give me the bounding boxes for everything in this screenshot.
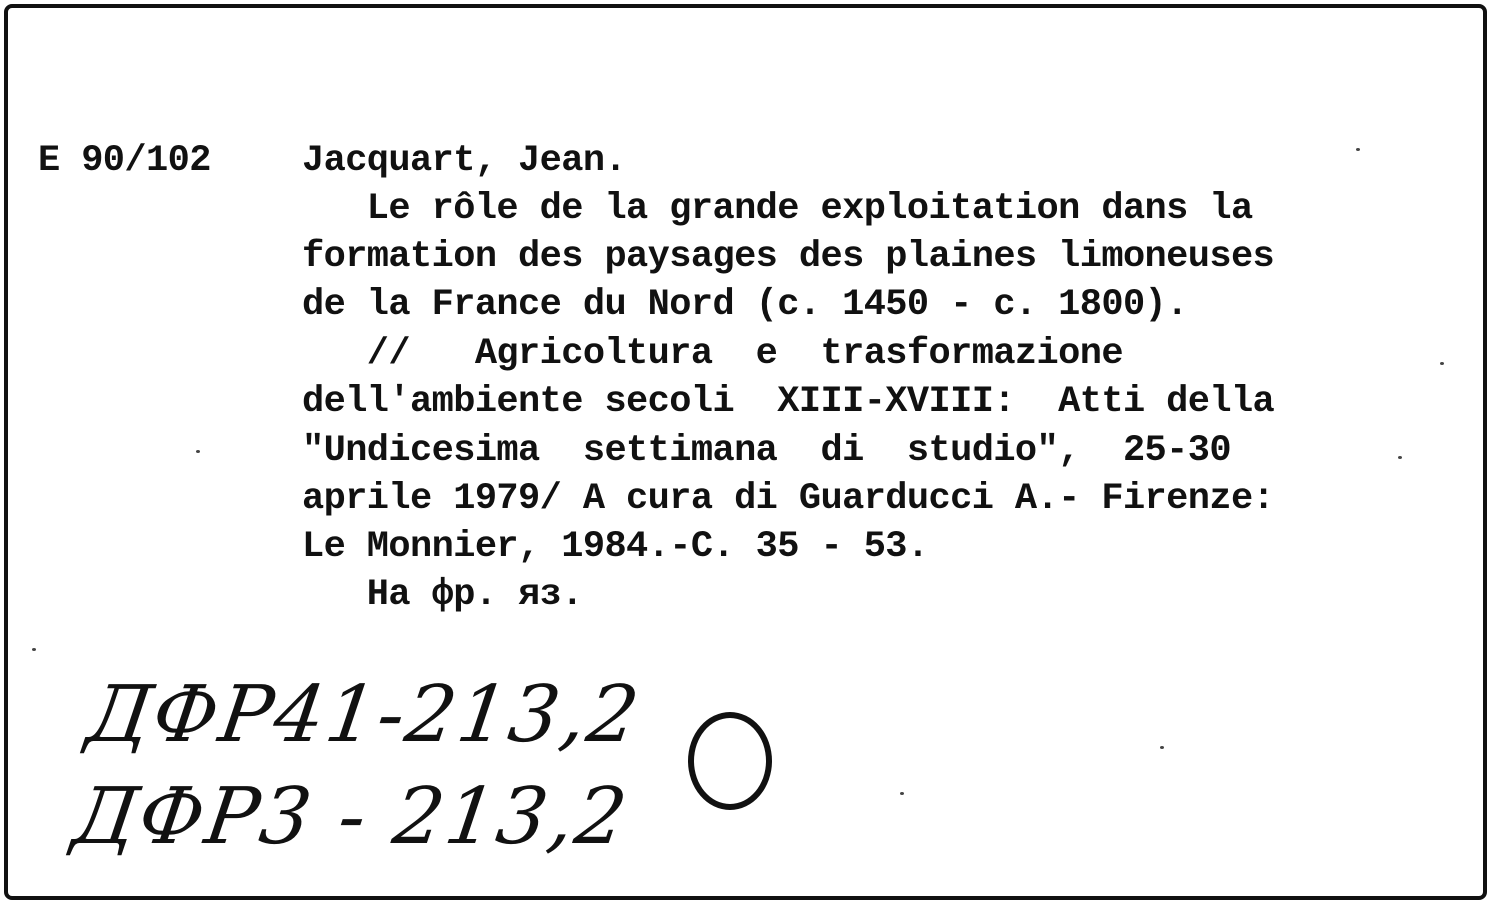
scan-speck	[1160, 746, 1164, 749]
card-line-pages: Le Monnier, 1984.-C. 35 - 53.	[302, 526, 929, 568]
card-line-title-3: de la France du Nord (c. 1450 - c. 1800).	[302, 284, 1188, 326]
shelfmark: E 90/102	[38, 140, 211, 182]
scan-speck	[1356, 148, 1360, 151]
handwritten-code-2: ДФР3 - 213,2	[67, 772, 634, 862]
card-line-title-1: Le rôle de la grande exploitation dans la	[302, 188, 1253, 230]
card-line-publication: aprile 1979/ A cura di Guarducci A.- Firenze:	[302, 478, 1275, 520]
card-line-source-3: "Undicesima settimana di studio", 25-30	[302, 430, 1231, 472]
scan-speck	[900, 792, 904, 795]
scan-speck	[1440, 362, 1444, 365]
scan-speck	[32, 648, 36, 651]
card-line-source-2: dell'ambiente secoli XIII-XVIII: Atti della	[302, 381, 1275, 423]
card-line-title-2: formation des paysages des plaines limoneuses	[302, 236, 1275, 278]
handwritten-code-1: ДФР41-213,2	[81, 670, 646, 760]
scan-speck	[1398, 456, 1402, 459]
card-line-language-note: На фр. яз.	[302, 574, 583, 616]
card-line-author: Jacquart, Jean.	[302, 140, 627, 182]
card-line-source-1: // Agricoltura e trasformazione	[302, 333, 1123, 375]
circle-stamp-mark	[688, 712, 772, 810]
scan-speck	[196, 450, 200, 453]
